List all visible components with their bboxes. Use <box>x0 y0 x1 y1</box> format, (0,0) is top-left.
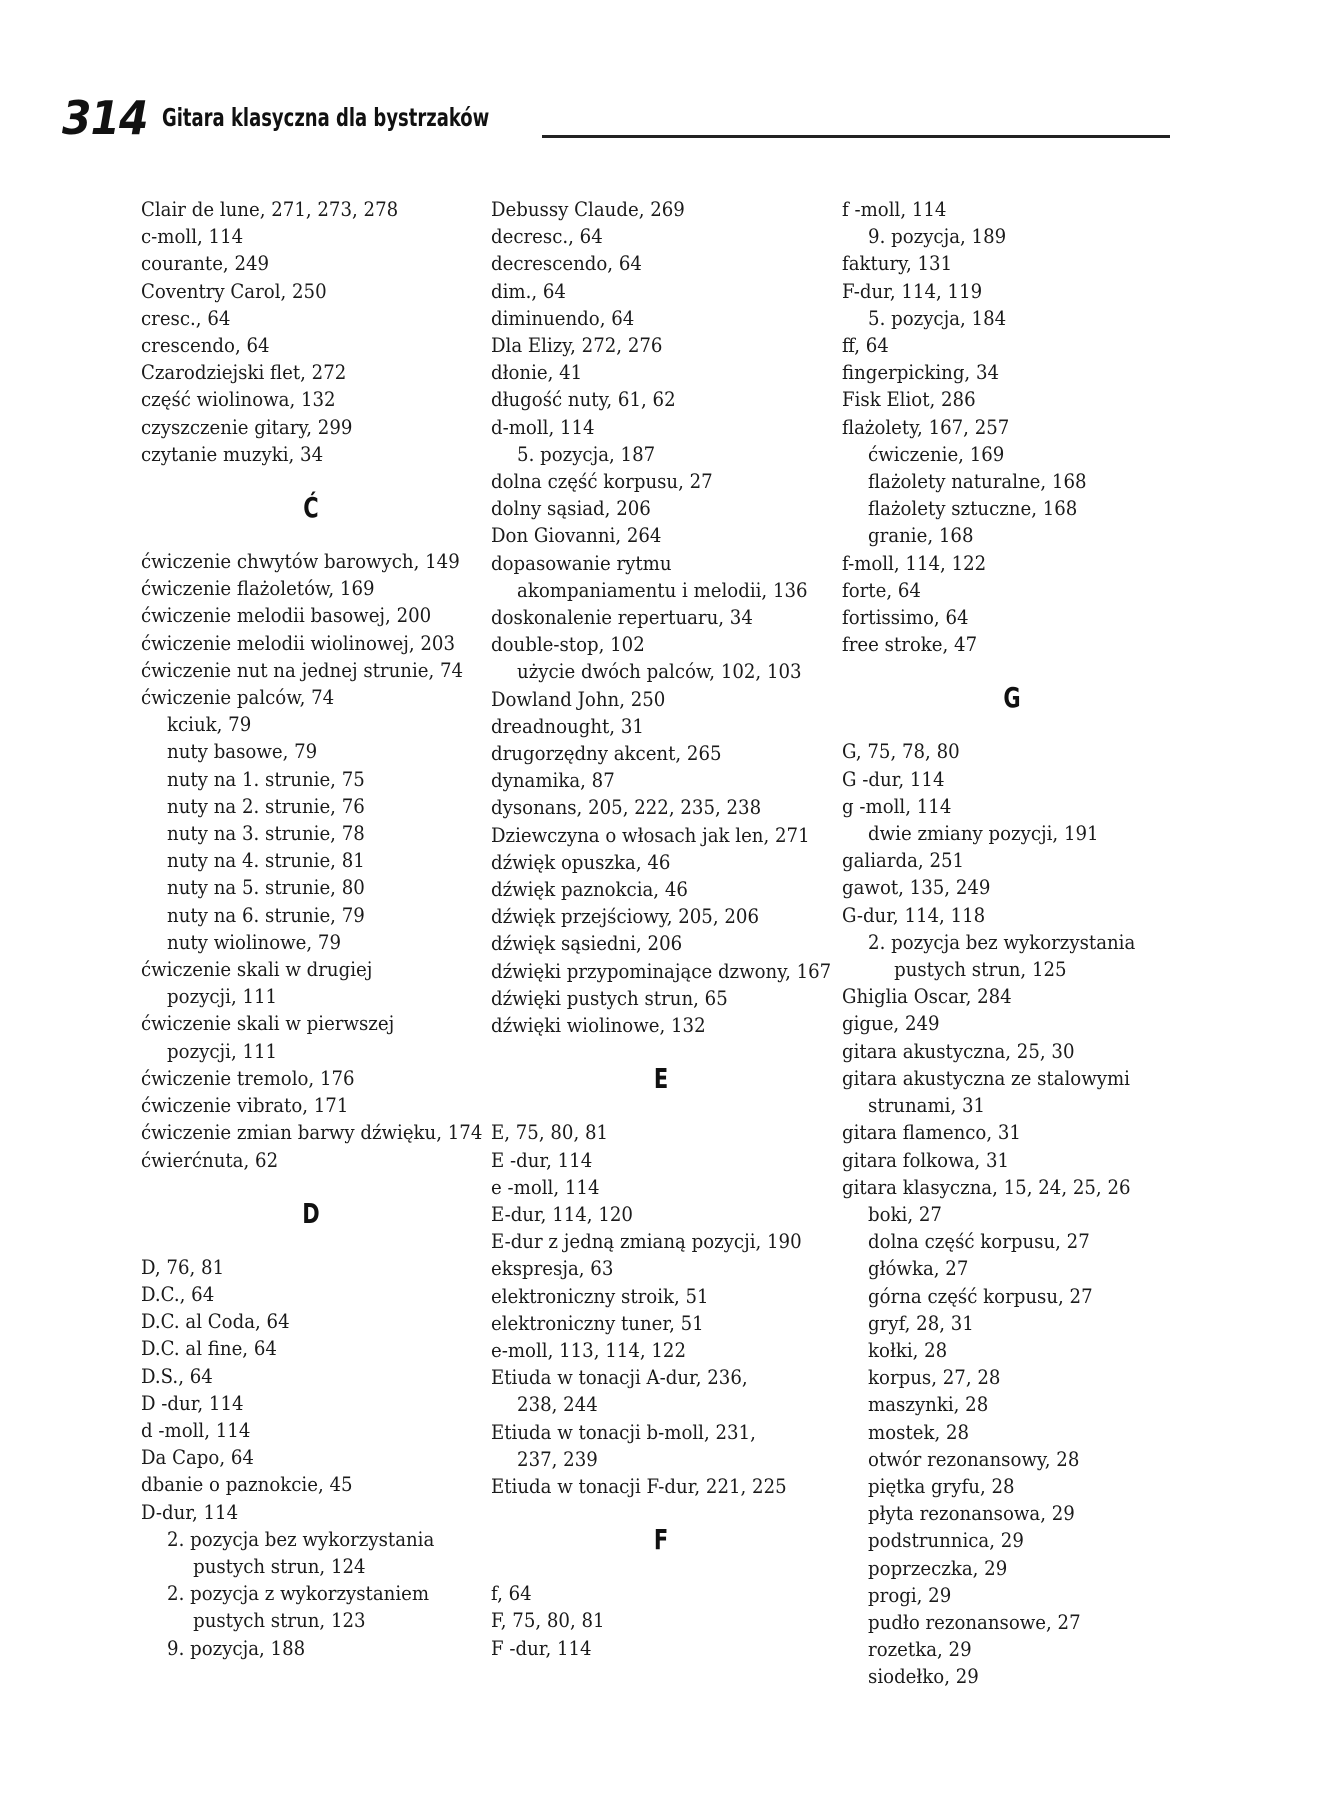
index-entry: galiarda, 251 <box>842 849 965 873</box>
index-entry: dolna część korpusu, 27 <box>491 470 713 494</box>
index-entry: f-moll, 114, 122 <box>842 551 987 575</box>
index-entry: flażolety, 167, 257 <box>842 415 1010 439</box>
index-entry: f -moll, 114 <box>842 198 947 221</box>
index-entry-continuation: 238, 244 <box>517 1393 598 1417</box>
index-subentry: gryf, 28, 31 <box>868 1311 974 1335</box>
section-letter-heading: D <box>302 1196 320 1230</box>
index-entry: D.C., 64 <box>141 1282 215 1306</box>
index-subentry-continuation: pustych strun, 124 <box>193 1554 366 1578</box>
index-subentry: nuty basowe, 79 <box>167 740 318 764</box>
index-entry: ekspresja, 63 <box>491 1257 614 1281</box>
index-entry: dźwięki wiolinowe, 132 <box>491 1014 706 1038</box>
index-subentry: 9. pozycja, 189 <box>868 225 1007 249</box>
index-entry: dźwięki pustych strun, 65 <box>491 986 728 1010</box>
index-entry: drugorzędny akcent, 265 <box>491 742 722 766</box>
index-entry: forte, 64 <box>842 578 921 602</box>
index-subentry: pudło rezonansowe, 27 <box>868 1610 1081 1634</box>
index-entry: gitara folkowa, 31 <box>842 1148 1010 1172</box>
index-entry: dźwięk sąsiedni, 206 <box>491 932 683 956</box>
index-entry: d-moll, 114 <box>491 415 595 439</box>
index-entry: dźwięk przejściowy, 205, 206 <box>491 905 759 929</box>
index-entry-continuation: akompaniamentu i melodii, 136 <box>517 578 808 602</box>
index-entry-continuation: pozycji, 111 <box>167 985 278 1009</box>
index-subentry: podstrunnica, 29 <box>868 1529 1024 1553</box>
index-entry: ćwiczenie chwytów barowych, 149 <box>141 550 460 574</box>
book-title: Gitara klasyczna dla bystrzaków <box>162 103 490 132</box>
index-subentry: nuty na 2. strunie, 76 <box>167 794 365 818</box>
index-entry: E, 75, 80, 81 <box>491 1121 609 1145</box>
index-entry: dysonans, 205, 222, 235, 238 <box>491 796 762 820</box>
index-entry: Dziewczyna o włosach jak len, 271 <box>491 823 810 847</box>
index-subentry: główka, 27 <box>868 1257 969 1281</box>
index-subentry: płyta rezonansowa, 29 <box>868 1502 1075 1526</box>
index-subentry: flażolety naturalne, 168 <box>868 470 1087 494</box>
index-subentry: otwór rezonansowy, 28 <box>868 1447 1080 1471</box>
index-entry: ćwiczenie skali w drugiej <box>141 958 373 982</box>
index-entry: free stroke, 47 <box>842 633 978 657</box>
index-entry: G, 75, 78, 80 <box>842 740 960 764</box>
index-entry: ćwiczenie tremolo, 176 <box>141 1066 355 1090</box>
index-entry: dolny sąsiad, 206 <box>491 497 651 521</box>
section-letter-heading: E <box>653 1062 669 1096</box>
index-entry: elektroniczny stroik, 51 <box>491 1284 709 1308</box>
index-subentry: piętka gryfu, 28 <box>868 1474 1015 1498</box>
index-entry: f, 64 <box>491 1582 532 1606</box>
index-column-2 <box>491 196 831 1662</box>
index-entry: dźwięk paznokcia, 46 <box>491 878 688 902</box>
index-entry: crescendo, 64 <box>141 334 270 358</box>
index-entry: część wiolinowa, 132 <box>141 388 336 412</box>
index-subentry: progi, 29 <box>868 1583 952 1607</box>
index-entry: Ghiglia Oscar, 284 <box>842 985 1012 1009</box>
running-header <box>62 90 1170 146</box>
index-subentry: kciuk, 79 <box>167 713 252 737</box>
index-subentry-continuation: pustych strun, 123 <box>193 1609 366 1633</box>
index-subentry: boki, 27 <box>868 1202 942 1226</box>
index-entry: ćwiczenie flażoletów, 169 <box>141 577 375 601</box>
index-entry: ćwiczenie melodii wiolinowej, 203 <box>141 631 455 655</box>
index-entry: c-moll, 114 <box>141 225 244 249</box>
index-entry: ćwierćnuta, 62 <box>141 1148 279 1172</box>
index-entry: decresc., 64 <box>491 225 603 249</box>
index-entry: diminuendo, 64 <box>491 306 635 330</box>
index-subentry: nuty na 5. strunie, 80 <box>167 876 365 900</box>
index-subentry: ćwiczenie, 169 <box>868 442 1005 466</box>
index-subentry: mostek, 28 <box>868 1420 970 1444</box>
index-entry-continuation: pozycji, 111 <box>167 1039 278 1063</box>
index-entry: e-moll, 113, 114, 122 <box>491 1338 687 1362</box>
index-column-1 <box>141 196 481 1662</box>
index-entry: dźwięk opuszka, 46 <box>491 850 671 874</box>
index-subentry: 5. pozycja, 184 <box>868 306 1007 330</box>
index-entry: decrescendo, 64 <box>491 252 642 276</box>
index-subentry: kołki, 28 <box>868 1338 948 1362</box>
index-subentry: dwie zmiany pozycji, 191 <box>868 822 1099 846</box>
index-subentry: nuty na 4. strunie, 81 <box>167 849 365 873</box>
index-entry: dopasowanie rytmu <box>491 551 672 575</box>
index-entry: gitara klasyczna, 15, 24, 25, 26 <box>842 1175 1131 1199</box>
index-entry: F -dur, 114 <box>491 1636 592 1660</box>
section-letter-heading: G <box>1003 681 1021 715</box>
index-entry: gigue, 249 <box>842 1012 940 1036</box>
index-entry: Fisk Eliot, 286 <box>842 388 976 412</box>
index-subentry: granie, 168 <box>868 524 974 548</box>
index-subentry: 5. pozycja, 187 <box>517 442 656 466</box>
index-entry: Da Capo, 64 <box>141 1446 254 1470</box>
index-subentry: nuty na 6. strunie, 79 <box>167 903 365 927</box>
index-subentry: poprzeczka, 29 <box>868 1556 1008 1580</box>
index-entry: g -moll, 114 <box>842 794 952 818</box>
index-entry: G-dur, 114, 118 <box>842 903 986 927</box>
index-subentry: 2. pozycja z wykorzystaniem <box>167 1582 430 1606</box>
index-entry: ćwiczenie melodii basowej, 200 <box>141 604 432 628</box>
index-entry: Dla Elizy, 272, 276 <box>491 334 663 358</box>
index-subentry: 2. pozycja bez wykorzystania <box>868 930 1136 954</box>
index-entry: gawot, 135, 249 <box>842 876 991 900</box>
index-entry: gitara akustyczna, 25, 30 <box>842 1039 1075 1063</box>
index-subentry: dolna część korpusu, 27 <box>868 1230 1090 1254</box>
index-entry: Coventry Carol, 250 <box>141 279 327 303</box>
index-entry: E-dur z jedną zmianą pozycji, 190 <box>491 1230 802 1254</box>
index-entry-continuation: 237, 239 <box>517 1447 598 1471</box>
index-entry: D.S., 64 <box>141 1364 213 1388</box>
index-entry: Debussy Claude, 269 <box>491 198 685 221</box>
index-subentry: flażolety sztuczne, 168 <box>868 497 1078 521</box>
index-entry: e -moll, 114 <box>491 1175 600 1199</box>
index-entry: dźwięki przypominające dzwony, 167 <box>491 959 832 983</box>
index-entry: dim., 64 <box>491 279 566 303</box>
index-entry: E-dur, 114, 120 <box>491 1202 633 1226</box>
section-letter-heading: F <box>653 1523 669 1557</box>
index-entry: czyszczenie gitary, 299 <box>141 415 353 439</box>
index-entry: dłonie, 41 <box>491 361 583 385</box>
index-subentry-continuation: pustych strun, 125 <box>894 958 1067 982</box>
index-entry: doskonalenie repertuaru, 34 <box>491 606 753 630</box>
index-entry: dbanie o paznokcie, 45 <box>141 1473 353 1497</box>
index-entry: Czarodziejski flet, 272 <box>141 361 347 385</box>
index-entry: długość nuty, 61, 62 <box>491 388 676 412</box>
index-entry: Clair de lune, 271, 273, 278 <box>141 198 399 221</box>
index-entry: ćwiczenie nut na jednej strunie, 74 <box>141 658 464 682</box>
index-entry: F-dur, 114, 119 <box>842 279 983 303</box>
index-subentry: nuty na 3. strunie, 78 <box>167 822 365 846</box>
index-entry: D -dur, 114 <box>141 1391 244 1415</box>
index-entry: D.C. al Coda, 64 <box>141 1310 290 1334</box>
index-entry: czytanie muzyki, 34 <box>141 442 324 466</box>
index-entry-continuation: strunami, 31 <box>868 1094 986 1118</box>
index-entry: gitara flamenco, 31 <box>842 1121 1021 1145</box>
index-subentry: siodełko, 29 <box>868 1665 979 1689</box>
index-entry: Etiuda w tonacji F-dur, 221, 225 <box>491 1474 787 1498</box>
index-entry: courante, 249 <box>141 252 270 276</box>
index-entry: D.C. al fine, 64 <box>141 1337 277 1361</box>
index-entry: fingerpicking, 34 <box>842 361 1000 385</box>
index-entry: double-stop, 102 <box>491 633 645 657</box>
index-entry: D, 76, 81 <box>141 1255 225 1279</box>
index-entry: G -dur, 114 <box>842 767 945 791</box>
index-entry: Etiuda w tonacji A-dur, 236, <box>491 1366 748 1390</box>
page-number: 314 <box>62 91 148 145</box>
index-entry: D-dur, 114 <box>141 1500 239 1524</box>
index-entry: fortissimo, 64 <box>842 606 969 630</box>
index-subentry: nuty na 1. strunie, 75 <box>167 767 365 791</box>
index-subentry: 9. pozycja, 188 <box>167 1636 306 1660</box>
index-subentry: użycie dwóch palców, 102, 103 <box>517 660 802 684</box>
index-entry: F, 75, 80, 81 <box>491 1609 605 1633</box>
index-subentry: nuty wiolinowe, 79 <box>167 930 342 954</box>
index-entry: faktury, 131 <box>842 252 953 276</box>
header-rule <box>542 135 1170 138</box>
section-letter-heading: Ć <box>303 491 319 525</box>
index-entry: cresc., 64 <box>141 306 231 330</box>
index-entry: Don Giovanni, 264 <box>491 524 662 548</box>
index-entry: ćwiczenie palców, 74 <box>141 686 335 710</box>
index-entry: ćwiczenie zmian barwy dźwięku, 174 <box>141 1121 483 1145</box>
index-entry: dynamika, 87 <box>491 769 615 793</box>
index-subentry: rozetka, 29 <box>868 1638 972 1662</box>
index-entry: ff, 64 <box>842 334 889 358</box>
index-entry: ćwiczenie vibrato, 171 <box>141 1094 349 1118</box>
index-entry: gitara akustyczna ze stalowymi <box>842 1066 1130 1090</box>
index-subentry: maszynki, 28 <box>868 1393 989 1417</box>
index-entry: d -moll, 114 <box>141 1418 251 1442</box>
index-entry: ćwiczenie skali w pierwszej <box>141 1012 395 1036</box>
index-column-3 <box>842 196 1182 1691</box>
index-subentry: 2. pozycja bez wykorzystania <box>167 1527 435 1551</box>
index-entry: Dowland John, 250 <box>491 687 666 711</box>
index-subentry: korpus, 27, 28 <box>868 1366 1001 1390</box>
index-entry: elektroniczny tuner, 51 <box>491 1311 704 1335</box>
index-entry: E -dur, 114 <box>491 1148 593 1172</box>
index-entry: Etiuda w tonacji b-moll, 231, <box>491 1420 756 1444</box>
index-entry: dreadnought, 31 <box>491 714 644 738</box>
index-subentry: górna część korpusu, 27 <box>868 1284 1093 1308</box>
